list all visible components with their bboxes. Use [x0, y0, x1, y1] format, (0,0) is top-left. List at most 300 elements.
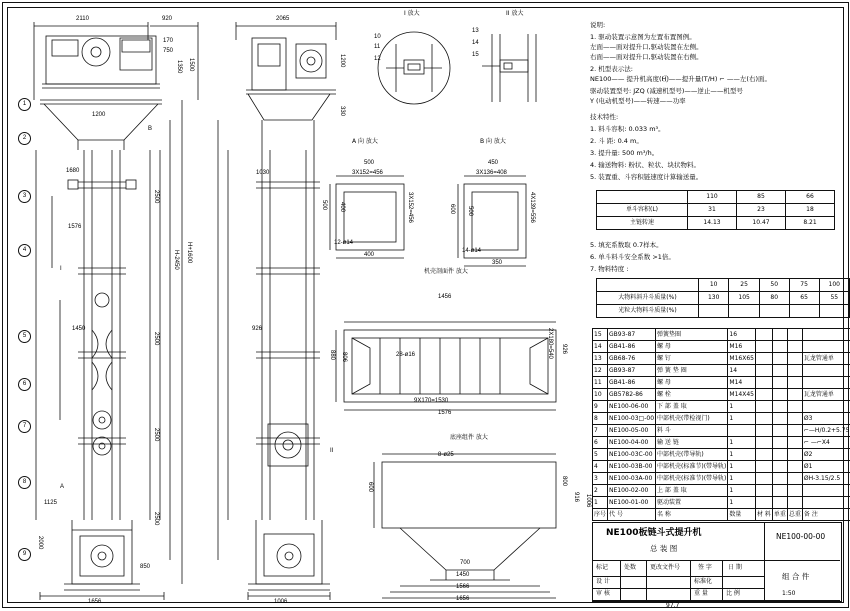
bom-remark: ØH-3.15/2.5 — [802, 473, 850, 485]
note-line-4: 2. 机型表示法: — [590, 64, 633, 75]
note-line-6: 驱动装置型号: JZQ (减速机型号)——逆止——机型号 — [590, 86, 743, 97]
head-dim-926: 926 — [560, 344, 567, 354]
bom-name: 上 部 盖 取 — [656, 485, 728, 497]
viewA-dim-500-top: 500 — [364, 160, 374, 167]
bom-w2 — [787, 425, 802, 437]
bom-w1 — [772, 329, 787, 341]
bom-no: 7 — [593, 425, 608, 437]
viewB-dim-350: 350 — [492, 260, 502, 267]
boot-dim-916: 916 — [572, 492, 579, 502]
bom-row[interactable] — [593, 365, 850, 377]
viewB-dim-4x139: 4X139=556 — [528, 192, 535, 223]
balloon-5[interactable]: 5 — [18, 330, 31, 343]
boot-dim-800: 800 — [560, 476, 567, 486]
detail-II-label-13: 13 — [472, 28, 479, 35]
viewA-dim-400-left: 400 — [338, 202, 345, 212]
material-table — [596, 278, 850, 318]
bom-no: 2 — [593, 485, 608, 497]
bom-code: GB41-86 — [608, 341, 656, 353]
bom-no: 1 — [593, 497, 608, 509]
bom-w2 — [787, 473, 802, 485]
drawing-title: NE100板链斗式提升机 — [606, 528, 701, 538]
bom-code: NE100-06-00 — [608, 401, 656, 413]
detail-II-label-15: 15 — [472, 52, 479, 59]
viewB-dim-450: 450 — [488, 160, 498, 167]
bom-row[interactable] — [593, 389, 850, 401]
material-row — [597, 305, 850, 318]
bom-header-w1: 单重 — [772, 509, 787, 521]
bom-header-w2: 总重 — [787, 509, 802, 521]
boot-dim-700: 700 — [460, 560, 470, 567]
bom-remark — [802, 485, 850, 497]
bom-name: 弹 簧 垫 圈 — [656, 365, 728, 377]
bom-name: 中部机壳(带检视门) — [656, 413, 728, 425]
dim-left-920: 920 — [162, 16, 172, 23]
bom-remark — [802, 341, 850, 353]
bom-w1 — [772, 437, 787, 449]
bom-mat — [755, 449, 772, 461]
note-post-3: 7. 物料特度 : — [590, 264, 629, 275]
bom-w2 — [787, 389, 802, 401]
drawing-subtitle: 总 装 图 — [650, 544, 677, 554]
spec-col-1: 110 — [688, 191, 737, 204]
bom-name: 输 送 链 — [656, 437, 728, 449]
dim-mid-2065: 2065 — [276, 16, 289, 23]
tb-review: 审 核 — [596, 589, 610, 599]
bom-code: GB93-87 — [608, 365, 656, 377]
material-col-5: 100 — [819, 279, 849, 292]
material-r1-c2 — [729, 305, 759, 318]
head-dim-9x170: 9X170=1530 — [414, 398, 448, 405]
bom-row[interactable] — [593, 461, 850, 473]
bom-row[interactable] — [593, 485, 850, 497]
bom-no: 4 — [593, 461, 608, 473]
bom-w2 — [787, 437, 802, 449]
bom-remark: Ø2 — [802, 449, 850, 461]
material-col-1: 10 — [698, 279, 728, 292]
bom-row[interactable] — [593, 497, 850, 509]
material-r1-c4 — [789, 305, 819, 318]
dim-left-2500d: 2500 — [152, 512, 159, 525]
dim-left-H1600: H+1600 — [185, 242, 192, 263]
bom-remark — [802, 497, 850, 509]
bom-w1 — [772, 473, 787, 485]
bom-code: NE100-01-00 — [608, 497, 656, 509]
bom-header-row — [593, 509, 850, 521]
bom-w1 — [772, 497, 787, 509]
note-tech-4: 4. 输送物料: 粉状、粒状、块状物料。 — [590, 160, 700, 171]
bom-w1 — [772, 449, 787, 461]
bom-mat — [755, 389, 772, 401]
bom-code: GB68-76 — [608, 353, 656, 365]
bom-name: 螺 母 — [656, 377, 728, 389]
bill-of-materials — [592, 328, 850, 521]
bom-w2 — [787, 413, 802, 425]
material-col-3: 50 — [759, 279, 789, 292]
viewA-dim-3x152-right: 3X152=456 — [406, 192, 413, 223]
tb-date: 日 期 — [728, 563, 742, 573]
dim-left-170: 170 — [163, 38, 173, 45]
bom-w2 — [787, 365, 802, 377]
viewA-dim-500-left: 500 — [320, 200, 327, 210]
material-row-label-0: 大物料斜升斗质量(%) — [597, 292, 699, 305]
dim-mid-1006: 1006 — [274, 599, 287, 606]
bom-name: 料 斗 — [656, 425, 728, 437]
spec-col-3: 66 — [786, 191, 835, 204]
tb-weight-label: 重 量 — [694, 589, 708, 599]
bom-qty: 1 — [728, 449, 756, 461]
bom-no: 3 — [593, 473, 608, 485]
tb-weight-value: 97.7 — [666, 601, 679, 611]
bom-row[interactable] — [593, 473, 850, 485]
spec-r1-c1: 14.13 — [688, 217, 737, 230]
bom-w1 — [772, 353, 787, 365]
bom-remark — [802, 329, 850, 341]
bom-remark: 瓦龙管通单 — [802, 353, 850, 365]
head-dim-1456: 1456 — [438, 294, 451, 301]
title-block-divider-9 — [764, 560, 840, 561]
title-block-divider-3 — [592, 576, 764, 577]
balloon-6[interactable]: 6 — [18, 378, 31, 391]
note-line-3: 右面——面对提升口,驱动装置在右侧。 — [590, 52, 703, 63]
bom-w2 — [787, 353, 802, 365]
bom-w1 — [772, 341, 787, 353]
bom-qty: 1 — [728, 485, 756, 497]
tb-scale-label: 比 例 — [726, 589, 740, 599]
note-tech-5: 5. 装置重、斗容积链速度计算输送量。 — [590, 172, 702, 183]
title-block-divider-6 — [646, 560, 647, 600]
dim-left-1125: 1125 — [44, 500, 57, 507]
bom-header-remark: 备 注 — [802, 509, 850, 521]
note-line-2: 左面——面对提升口,驱动装置在左侧。 — [590, 42, 703, 53]
spec-col-2: 85 — [737, 191, 786, 204]
balloon-8[interactable]: 8 — [18, 476, 31, 489]
bom-mat — [755, 401, 772, 413]
bom-mat — [755, 413, 772, 425]
bom-w2 — [787, 341, 802, 353]
note-tech-3: 3. 提升量: 500 m³/h。 — [590, 148, 658, 159]
boot-dim-1656: 1656 — [456, 596, 469, 603]
head-hole-note: 28-ø16 — [396, 352, 415, 359]
bom-w1 — [772, 485, 787, 497]
bom-name: 中部机壳(带导轨) — [656, 449, 728, 461]
viewB-dim-600: 600 — [448, 204, 455, 214]
bom-row[interactable] — [593, 329, 850, 341]
bom-no: 9 — [593, 401, 608, 413]
bom-mat — [755, 485, 772, 497]
section-mark-A: A — [60, 484, 64, 491]
bom-code: NE100-03B-00 — [608, 461, 656, 473]
bom-mat — [755, 377, 772, 389]
bom-name: 中部机壳(标准节)(带导轨) — [656, 473, 728, 485]
bom-mat — [755, 329, 772, 341]
title-block-divider-5 — [620, 560, 621, 600]
bom-name: 螺 栓 — [656, 389, 728, 401]
bom-qty: M14X45 — [728, 389, 756, 401]
balloon-9[interactable]: 9 — [18, 548, 31, 561]
bom-w2 — [787, 485, 802, 497]
note-tech-1: 1. 料斗容积: 0.033 m³。 — [590, 124, 665, 135]
tb-mark: 标记 — [596, 563, 608, 573]
note-line-1: 1. 驱动装置示意图为左置布置图例。 — [590, 32, 696, 43]
bom-no: 5 — [593, 449, 608, 461]
material-r0-c1: 130 — [698, 292, 728, 305]
bom-no: 12 — [593, 365, 608, 377]
dim-mid-1200: 1200 — [338, 54, 345, 67]
spec-r0-c3: 18 — [786, 204, 835, 217]
spec-r1-c2: 10.47 — [737, 217, 786, 230]
balloon-1[interactable]: 1 — [18, 98, 31, 111]
bom-mat — [755, 437, 772, 449]
material-r0-c2: 105 — [729, 292, 759, 305]
bom-name: 螺 钉 — [656, 353, 728, 365]
spec-r1-c0: 主链转速 — [597, 217, 688, 230]
bom-row[interactable] — [593, 353, 850, 365]
bom-code: NE100-04-00 — [608, 437, 656, 449]
bom-mat — [755, 365, 772, 377]
detail-I-label-10: 10 — [374, 34, 381, 41]
bom-w2 — [787, 461, 802, 473]
balloon-2[interactable]: 2 — [18, 132, 31, 145]
spec-header-row — [597, 191, 835, 204]
bom-code: NE100-03C-00 — [608, 449, 656, 461]
bom-qty: M14 — [728, 377, 756, 389]
head-dim-806: 806 — [340, 352, 347, 362]
head-dim-2x180: 2X180=540 — [546, 328, 553, 359]
dim-mid-330: 330 — [338, 106, 345, 116]
dim-left-1576: 1576 — [68, 224, 81, 231]
boot-view-title: 底座组件 放大 — [450, 434, 488, 441]
bom-mat — [755, 497, 772, 509]
bom-name: 弹簧垫圈 — [656, 329, 728, 341]
dim-left-1500: 1500 — [187, 58, 194, 71]
bom-mat — [755, 425, 772, 437]
bom-row[interactable] — [593, 413, 850, 425]
bom-no: 14 — [593, 341, 608, 353]
bom-code: GB5782-86 — [608, 389, 656, 401]
bom-qty: 1 — [728, 413, 756, 425]
view-B-title: B 向 放大 — [480, 138, 506, 145]
bom-mat — [755, 353, 772, 365]
bom-code: GB93-87 — [608, 329, 656, 341]
bom-qty — [728, 425, 756, 437]
material-row — [597, 292, 850, 305]
dim-left-1656: 1656 — [88, 599, 101, 606]
detail-I-label-12: 12 — [374, 56, 381, 63]
bom-remark — [802, 365, 850, 377]
material-col-0 — [597, 279, 699, 292]
dim-left-1450: 1450 — [72, 326, 85, 333]
material-r0-c5: 55 — [819, 292, 849, 305]
dim-left-1350: 1350 — [175, 60, 182, 73]
bom-qty: 1 — [728, 461, 756, 473]
head-view-title: 机壳剖面件 放大 — [424, 268, 468, 275]
material-r0-c4: 65 — [789, 292, 819, 305]
bom-w2 — [787, 377, 802, 389]
bom-qty: 14 — [728, 365, 756, 377]
bom-code: GB41-86 — [608, 377, 656, 389]
bom-qty: 1 — [728, 401, 756, 413]
material-col-2: 25 — [729, 279, 759, 292]
dim-mid-926: 926 — [252, 326, 262, 333]
bom-qty: 1 — [728, 497, 756, 509]
bom-remark — [802, 401, 850, 413]
dim-left-850: 850 — [140, 564, 150, 571]
dim-left-2500b: 2500 — [152, 332, 159, 345]
material-r1-c5 — [819, 305, 849, 318]
bom-no: 8 — [593, 413, 608, 425]
viewB-dim-500: 500 — [466, 206, 473, 216]
viewA-hole-note: 12-ø14 — [334, 240, 353, 247]
bom-w1 — [772, 389, 787, 401]
spec-col-0 — [597, 191, 688, 204]
bom-row[interactable] — [593, 437, 850, 449]
viewB-hole-note: 14-ø14 — [462, 248, 481, 255]
dim-left-1680: 1680 — [66, 168, 79, 175]
bom-code: NE100-03A-00 — [608, 473, 656, 485]
bom-name: 驱动装置 — [656, 497, 728, 509]
material-col-4: 75 — [789, 279, 819, 292]
viewA-dim-400-bottom: 400 — [364, 252, 374, 259]
note-post-2: 6. 单斗料斗安全系数 >1倍。 — [590, 252, 675, 263]
detail-I-title: I 放大 — [404, 10, 420, 17]
bom-header-name: 名 称 — [656, 509, 728, 521]
head-dim-1576: 1576 — [438, 410, 451, 417]
bom-remark: Ø1 — [802, 461, 850, 473]
balloon-3[interactable]: 3 — [18, 190, 31, 203]
bom-code: NE100-02-00 — [608, 485, 656, 497]
viewB-dim-3x136: 3X136=408 — [476, 170, 507, 177]
bom-header-qty: 数量 — [728, 509, 756, 521]
title-block-divider-1 — [764, 522, 765, 600]
note-tech-2: 2. 斗 距: 0.4 m。 — [590, 136, 643, 147]
bom-header-mat: 材 料 — [755, 509, 772, 521]
detail-I-label-11: 11 — [374, 44, 380, 51]
tb-design: 设 计 — [596, 577, 610, 587]
spec-row — [597, 217, 835, 230]
bom-remark — [802, 377, 850, 389]
note-line-7: Y (电动机型号)——转速——功率 — [590, 96, 686, 107]
dim-left-2500a: 2500 — [152, 190, 159, 203]
bom-row[interactable] — [593, 425, 850, 437]
tb-scale-value: 1:50 — [782, 589, 795, 599]
bom-name: 中部机壳(标准节)(带导轨) — [656, 461, 728, 473]
bom-qty: 1 — [728, 437, 756, 449]
balloon-7[interactable]: 7 — [18, 420, 31, 433]
bom-code: NE100-03□-00 — [608, 413, 656, 425]
tb-sign: 签 字 — [698, 563, 712, 573]
bom-remark: ⌐ —⌐X4 — [802, 437, 850, 449]
bom-mat — [755, 461, 772, 473]
drawing-code: NE100-00-00 — [776, 532, 825, 542]
dim-left-2000: 2000 — [36, 536, 43, 549]
bom-mat — [755, 473, 772, 485]
note-tech-heading: 技术特性: — [590, 112, 618, 123]
bom-remark: Ø3 — [802, 413, 850, 425]
bom-row[interactable] — [593, 449, 850, 461]
view-A-title: A 向 放大 — [352, 138, 378, 145]
bom-mat — [755, 341, 772, 353]
spec-table — [596, 190, 835, 230]
notes-heading: 说明: — [590, 20, 605, 31]
bom-qty: 16 — [728, 329, 756, 341]
spec-r0-c0: 单斗容积(L) — [597, 204, 688, 217]
title-block-divider-8 — [722, 560, 723, 600]
dim-left-2500c: 2500 — [152, 428, 159, 441]
bom-row[interactable] — [593, 401, 850, 413]
bom-w1 — [772, 461, 787, 473]
tb-standardize: 标准化 — [694, 577, 712, 587]
material-r0-c3: 80 — [759, 292, 789, 305]
bom-qty: 1 — [728, 473, 756, 485]
material-r1-c1 — [698, 305, 728, 318]
bom-no: 10 — [593, 389, 608, 401]
bom-header-no: 序号 — [593, 509, 608, 521]
dim-left-750: 750 — [163, 48, 173, 55]
bom-w1 — [772, 377, 787, 389]
material-r1-c3 — [759, 305, 789, 318]
bom-w1 — [772, 413, 787, 425]
bom-code: NE100-05-00 — [608, 425, 656, 437]
bom-header-code: 代 号 — [608, 509, 656, 521]
section-mark-II: II — [330, 448, 333, 455]
dim-left-H2450: H-2450 — [172, 250, 179, 270]
viewA-dim-3x152-top: 3X152=456 — [352, 170, 383, 177]
boot-dim-600: 600 — [366, 482, 373, 492]
bom-w2 — [787, 497, 802, 509]
spec-r1-c3: 8.21 — [786, 217, 835, 230]
bom-qty: M16X65 — [728, 353, 756, 365]
spec-row — [597, 204, 835, 217]
boot-dim-1566: 1566 — [456, 584, 469, 591]
material-row-label-1: 光粒大物料斗质量(%) — [597, 305, 699, 318]
note-line-5: NE100—— 提升机高度(H)⃝——提升量(T/H) ⌐ ——左(右)面。 — [590, 74, 771, 85]
dim-mid-1030: 1030 — [256, 170, 269, 177]
bom-no: 15 — [593, 329, 608, 341]
bom-w1 — [772, 365, 787, 377]
tb-count: 处数 — [624, 563, 636, 573]
tb-change-doc: 更改文件号 — [650, 563, 680, 573]
section-mark-B: B — [148, 126, 152, 133]
assembly-label: 组 合 件 — [782, 572, 809, 582]
bom-w2 — [787, 449, 802, 461]
note-post-1: 5. 填充系数取 0.7样本。 — [590, 240, 663, 251]
bom-w1 — [772, 425, 787, 437]
bom-row[interactable] — [593, 377, 850, 389]
title-block-divider-7 — [690, 560, 691, 600]
bom-qty: M16 — [728, 341, 756, 353]
bom-remark: 瓦龙管通单 — [802, 389, 850, 401]
boot-dim-1006: 1006 — [584, 494, 591, 507]
bom-row[interactable] — [593, 341, 850, 353]
bom-no: 6 — [593, 437, 608, 449]
bottom-strip-line — [592, 600, 840, 601]
bom-no: 11 — [593, 377, 608, 389]
section-mark-I: I — [60, 266, 62, 273]
bom-w2 — [787, 401, 802, 413]
bom-name: 螺 母 — [656, 341, 728, 353]
spec-r0-c1: 31 — [688, 204, 737, 217]
dim-left-2110: 2110 — [76, 16, 89, 23]
head-dim-880: 880 — [328, 350, 335, 360]
detail-II-title: II 放大 — [506, 10, 523, 17]
bom-w2 — [787, 329, 802, 341]
dim-left-1200: 1200 — [92, 112, 105, 119]
boot-hole-note: 8-ø25 — [438, 452, 454, 459]
balloon-4[interactable]: 4 — [18, 244, 31, 257]
spec-r0-c2: 23 — [737, 204, 786, 217]
boot-dim-1450: 1450 — [456, 572, 469, 579]
